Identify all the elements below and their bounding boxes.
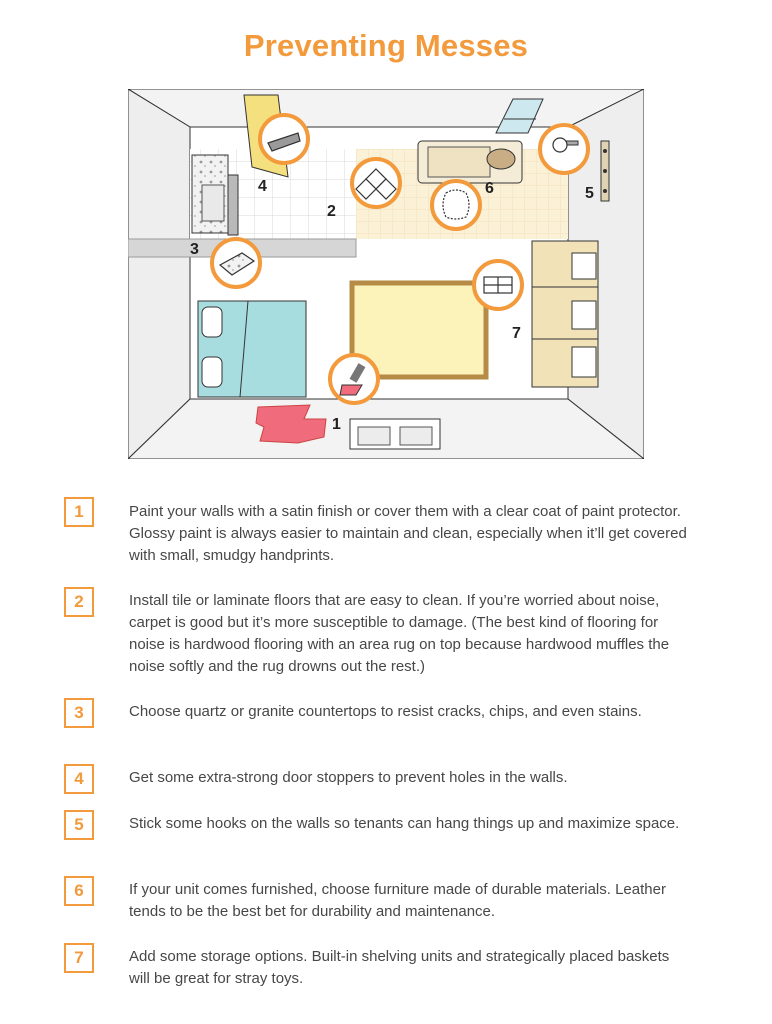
callout-label-4: 4 (258, 178, 267, 195)
tip-text-6: If your unit comes furnished, choose furniture made of durable materials. Leather tends to be the best bet for durability and maintenance. (129, 881, 666, 920)
tip-number-7: 7 (64, 943, 94, 973)
tip-number-4: 4 (64, 764, 94, 794)
tip-number-5: 5 (64, 810, 94, 840)
callout-label-1: 1 (332, 416, 341, 433)
tip-text-3: Choose quartz or granite countertops to resist cracks, chips, and even stains. (129, 703, 642, 720)
callout-label-3: 3 (190, 241, 199, 258)
tip-number-1: 1 (64, 497, 94, 527)
tip-number-2: 2 (64, 587, 94, 617)
callout-label-6: 6 (485, 180, 494, 197)
tip-text-4: Get some extra-strong door stoppers to prevent holes in the walls. (129, 769, 568, 786)
page-title: Preventing Messes (243, 28, 529, 63)
tip-text-7: Add some storage options. Built-in shelving units and strategically placed baskets will be great for stray toys. (129, 948, 670, 987)
tip-number-3: 3 (64, 698, 94, 728)
tip-text-5: Stick some hooks on the walls so tenants can hang things up and maximize space. (129, 815, 680, 832)
callout-label-7: 7 (512, 325, 521, 342)
callout-label-5: 5 (585, 185, 594, 202)
callout-label-2: 2 (327, 203, 336, 220)
tip-text-1: Paint your walls with a satin finish or cover them with a clear coat of paint protector. Glossy paint is always easier to maintain and clean, especially when it’ll get covered with small, smudgy handprints. (129, 503, 687, 564)
tip-text-2: Install tile or laminate floors that are easy to clean. If you’re worried about noise, carpet is good but it’s more susceptible to damage. (The best kind of flooring for noise is hardwood flooring with an area rug on top because hardwood muffles the noise softly and the rug drowns out the rest.) (129, 592, 670, 675)
tip-number-6: 6 (64, 876, 94, 906)
